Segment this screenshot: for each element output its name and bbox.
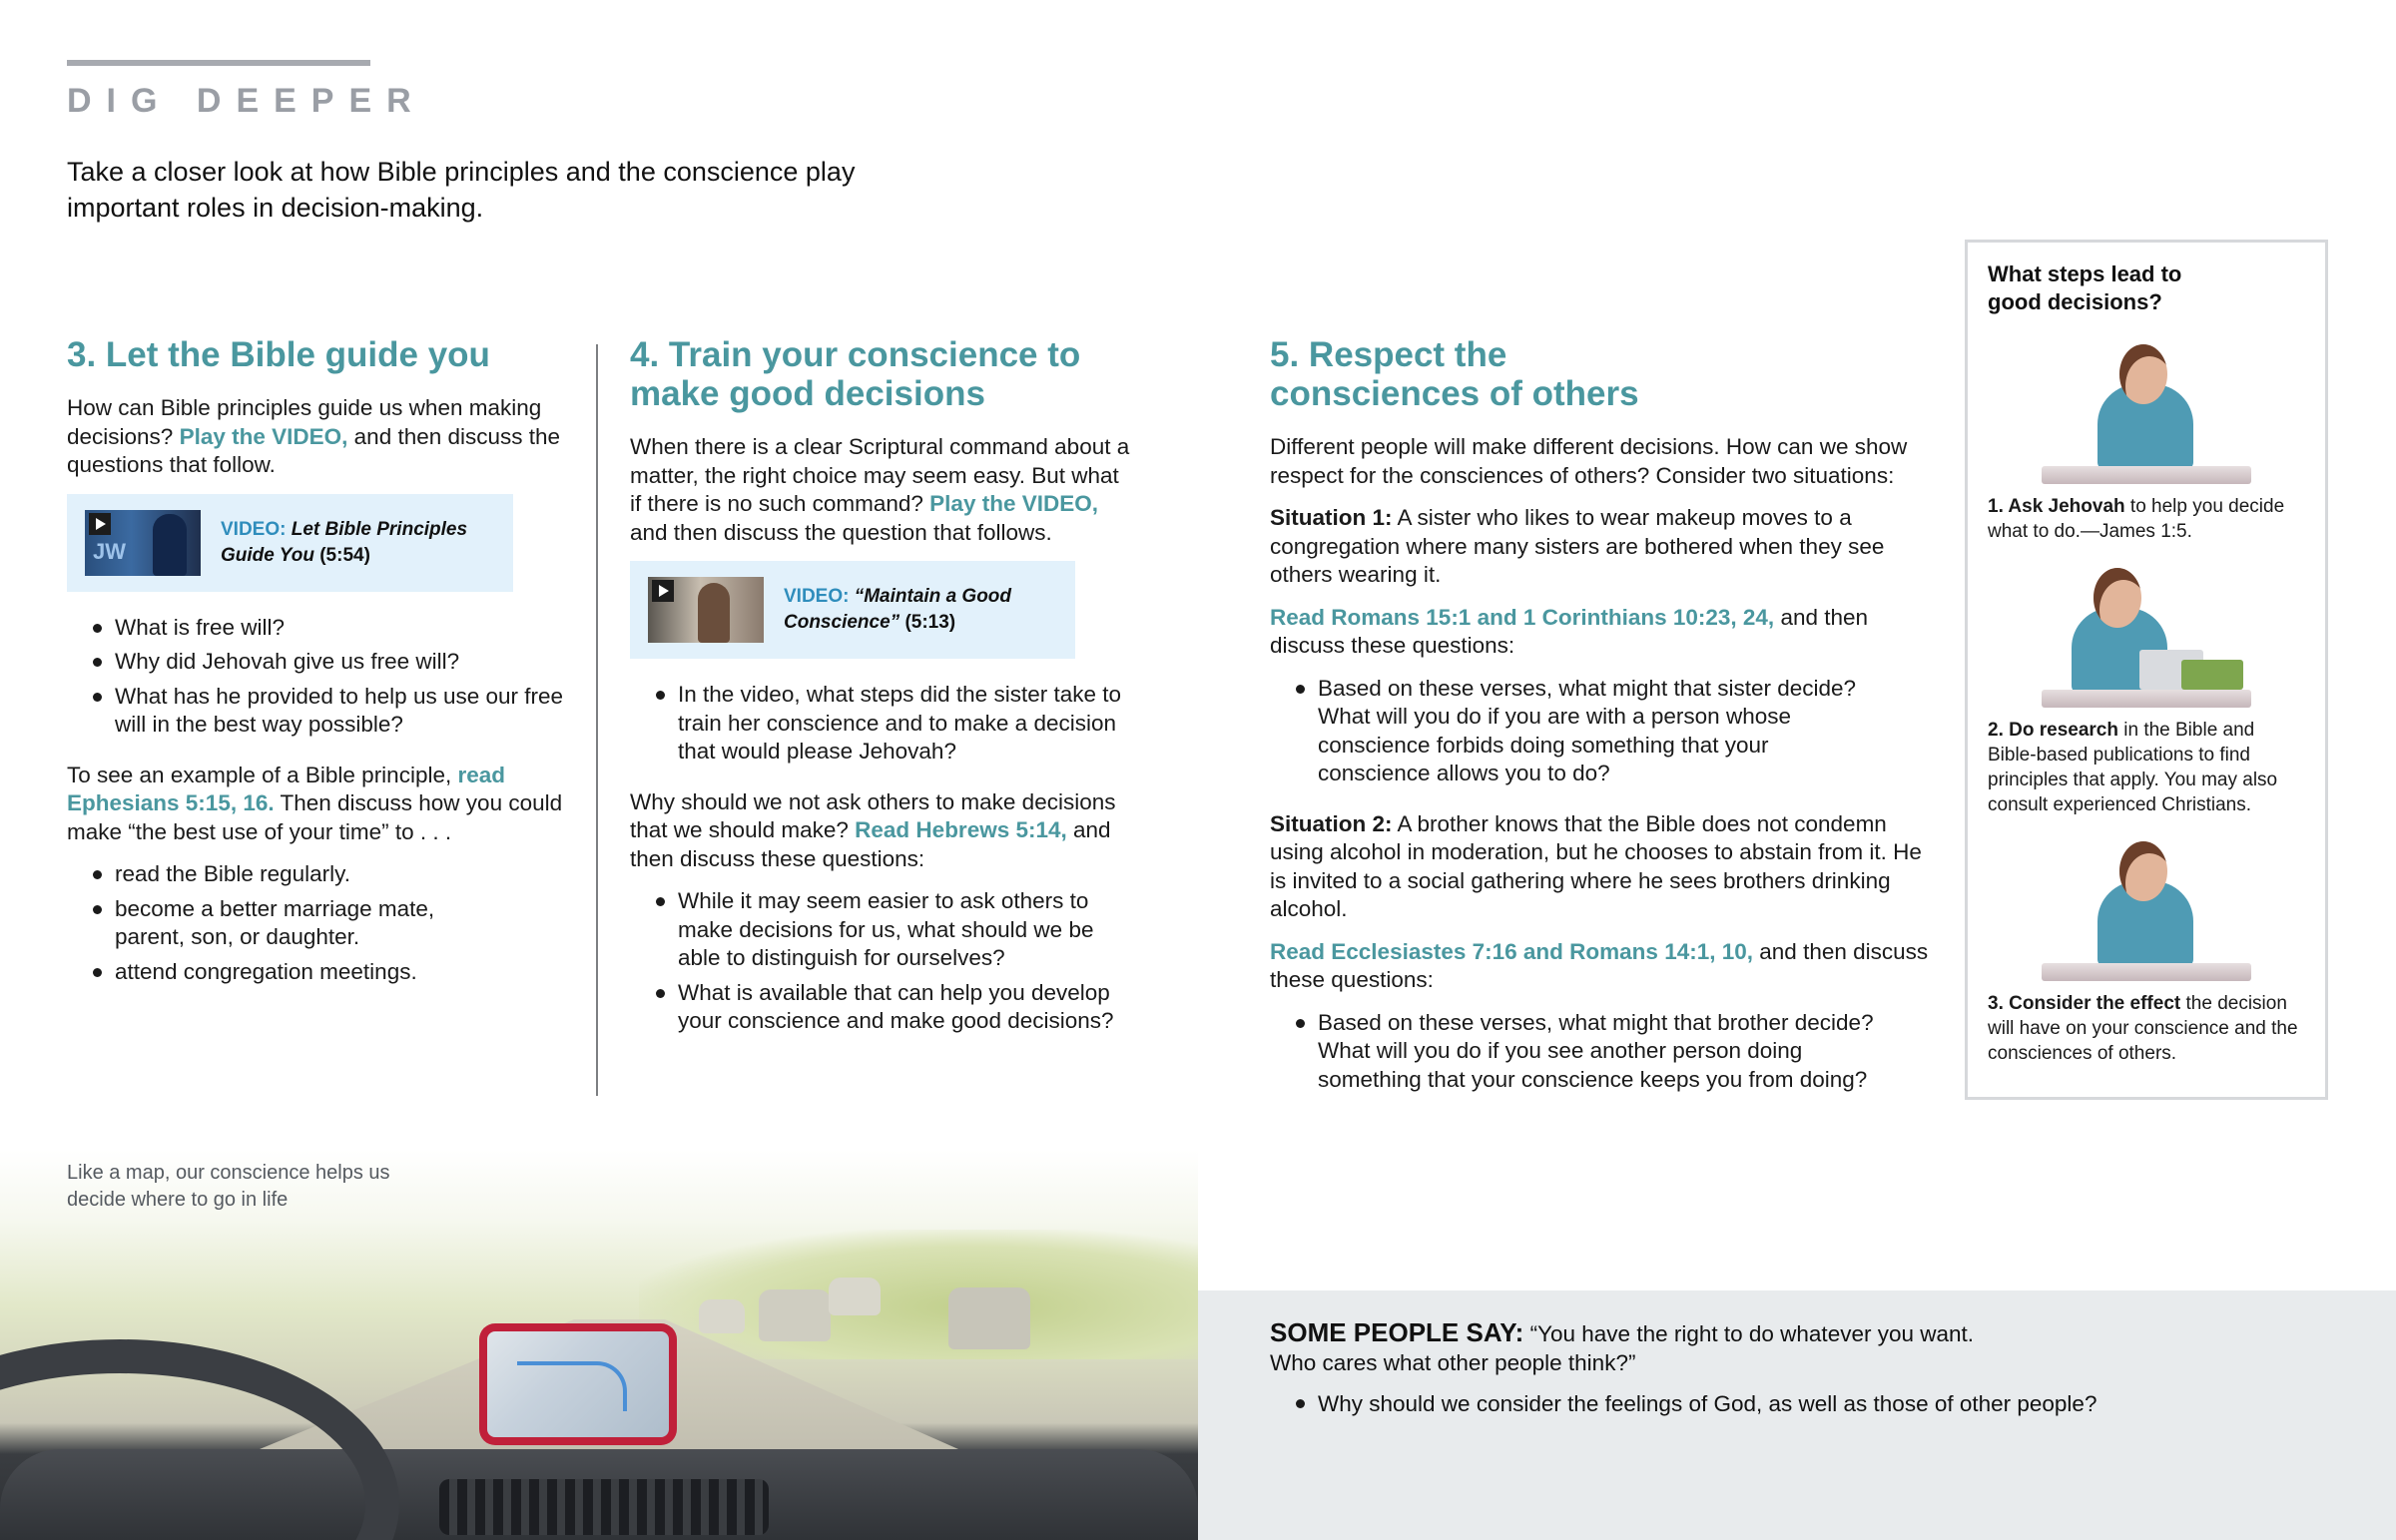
trees bbox=[639, 1230, 1198, 1359]
video-thumbnail[interactable] bbox=[85, 510, 201, 576]
section-3-paragraph-2: To see an example of a Bible principle, read Ephesians 5:15, 16. Then discuss how you could make “the best use of your time” to . . . bbox=[67, 762, 563, 844]
section-4-title: 4. Train your conscience to make good decisions bbox=[630, 335, 1081, 413]
section-5-questions-2 bbox=[1270, 1009, 1879, 1095]
section-3-questions bbox=[67, 614, 566, 740]
intro-text: Take a closer look at how Bible principles and the conscience play important roles in decision-making. bbox=[67, 157, 856, 223]
read-romans-corinthians-link[interactable]: Read Romans 15:1 and 1 Corinthians 10:23, 24, bbox=[1270, 604, 1775, 630]
steering-wheel bbox=[0, 1339, 399, 1540]
jw-logo: JW bbox=[93, 538, 126, 564]
situation-1: Situation 1: A sister who likes to wear makeup moves to a congregation where many sisters are bothered when they see others wearing it. bbox=[1270, 505, 1885, 587]
play-video-link[interactable]: Play the VIDEO, bbox=[929, 491, 1098, 516]
read-2: Read Ecclesiastes 7:16 and Romans 14:1, 10, and then discuss these questions: bbox=[1270, 938, 1929, 992]
play-icon[interactable] bbox=[89, 513, 111, 535]
read-1: Read Romans 15:1 and 1 Corinthians 10:23, 24, and then discuss these questions: bbox=[1270, 604, 1869, 658]
list-item: What is free will? bbox=[67, 614, 566, 643]
car bbox=[829, 1278, 881, 1315]
column-divider bbox=[596, 344, 598, 1096]
list-item: attend congregation meetings. bbox=[67, 958, 496, 987]
list-item: In the video, what steps did the sister take to train her conscience and to make a decision that would please Jehovah? bbox=[630, 681, 1134, 767]
read-hebrews-link[interactable]: Read Hebrews 5:14, bbox=[855, 817, 1067, 842]
section-5-title: 5. Respect the consciences of others bbox=[1270, 335, 1639, 413]
list-item: While it may seem easier to ask others to make decisions for us, what should we be able to distinguish for ourselves? bbox=[630, 887, 1134, 973]
speaker-figure bbox=[153, 514, 187, 576]
phone-map bbox=[479, 1323, 677, 1445]
list-item: Why should we consider the feelings of God, as well as those of other people? bbox=[1270, 1389, 2324, 1418]
situation-2: Situation 2: A brother knows that the Bible does not condemn using alcohol in moderation, but he chooses to abstain from it. He is invited to a social gathering where he sees brothers drinking alcohol. bbox=[1270, 810, 1922, 921]
some-people-say-text bbox=[1270, 1318, 2009, 1377]
section-3-examples bbox=[67, 860, 496, 986]
section-4-questions-2 bbox=[630, 887, 1134, 1036]
route-line bbox=[517, 1361, 627, 1411]
page-kicker: DIG DEEPER bbox=[67, 82, 426, 120]
car bbox=[699, 1299, 745, 1333]
step-3: 3. Consider the effect the decision will have on your conscience and the consciences of others. bbox=[1988, 993, 2298, 1064]
section-4-paragraph-2: Why should we not ask others to make decisions that we should make? Read Hebrews 5:14, and then discuss these questions: bbox=[630, 788, 1116, 871]
read-ecclesiastes-romans-link[interactable]: Read Ecclesiastes 7:16 and Romans 14:1, 10, bbox=[1270, 938, 1754, 964]
video-caption: VIDEO: Let Bible Principles Guide You (5:54) bbox=[221, 518, 468, 566]
sister-figure bbox=[698, 583, 730, 643]
section-3 bbox=[67, 335, 566, 1002]
reflecting-woman-illustration bbox=[2032, 831, 2261, 981]
list-item: Based on these verses, what might that sister decide? What will you do if you are with a person whose conscience forbids doing something that your conscience allows you to do? bbox=[1270, 675, 1879, 788]
section-5-intro: Different people will make different decisions. How can we show respect for the consciences of others? Consider two situations: bbox=[1270, 434, 1908, 488]
section-4 bbox=[630, 335, 1134, 1052]
some-people-say-questions bbox=[1270, 1389, 2324, 1418]
researching-woman-illustration bbox=[2032, 558, 2261, 708]
video-card-bible-principles[interactable] bbox=[67, 494, 513, 592]
section-4-questions-1 bbox=[630, 681, 1134, 767]
read-ephesians-link[interactable]: read Ephesians 5:15, 16. bbox=[67, 762, 506, 815]
sidebar-title: What steps lead to good decisions? bbox=[1988, 261, 2182, 314]
air-vent bbox=[439, 1479, 769, 1535]
car bbox=[948, 1287, 1030, 1349]
section-5-questions-1 bbox=[1270, 675, 1879, 788]
video-thumbnail[interactable] bbox=[648, 577, 764, 643]
some-people-say-box bbox=[1198, 1290, 2396, 1540]
section-5 bbox=[1270, 335, 1929, 1110]
section-3-title: 3. Let the Bible guide you bbox=[67, 335, 490, 374]
section-4-paragraph-1: When there is a clear Scriptural command about a matter, the right choice may seem easy. But what if there is no such command? Play the VIDEO, and then discuss the question that follows. bbox=[630, 434, 1130, 545]
video-caption: VIDEO: “Maintain a Good Conscience” (5:13) bbox=[784, 586, 1012, 633]
section-3-paragraph-1: How can Bible principles guide us when making decisions? Play the VIDEO, and then discuss the questions that follow. bbox=[67, 395, 561, 477]
play-icon[interactable] bbox=[652, 580, 674, 602]
some-people-say-label: SOME PEOPLE SAY: bbox=[1270, 1317, 1524, 1347]
some-people-say-quote: “You have the right to do whatever you want. Who cares what other people think?” bbox=[1270, 1321, 1975, 1375]
scene-caption: Like a map, our conscience helps us decide where to go in life bbox=[67, 1162, 390, 1211]
list-item: Based on these verses, what might that brother decide? What will you do if you see another person doing something that your conscience keeps you from doing? bbox=[1270, 1009, 1879, 1095]
list-item: What is available that can help you develop your conscience and make good decisions? bbox=[630, 979, 1134, 1036]
video-card-good-conscience[interactable] bbox=[630, 561, 1075, 659]
list-item: become a better marriage mate, parent, son, or daughter. bbox=[67, 895, 496, 952]
header-rule bbox=[67, 60, 370, 66]
steps-sidebar bbox=[1965, 240, 2328, 1100]
map-screen bbox=[487, 1331, 669, 1437]
car bbox=[759, 1289, 831, 1341]
list-item: Why did Jehovah give us free will? bbox=[67, 648, 566, 677]
list-item: read the Bible regularly. bbox=[67, 860, 496, 889]
list-item: What has he provided to help us use our free will in the best way possible? bbox=[67, 683, 566, 740]
play-video-link[interactable]: Play the VIDEO, bbox=[179, 423, 348, 449]
praying-woman-illustration bbox=[2032, 334, 2261, 484]
step-1: 1. Ask Jehovah to help you decide what to do.—James 1:5. bbox=[1988, 496, 2285, 542]
step-2: 2. Do research in the Bible and Bible-based publications to find principles that apply. You may also consult experienced Christians. bbox=[1988, 720, 2278, 815]
